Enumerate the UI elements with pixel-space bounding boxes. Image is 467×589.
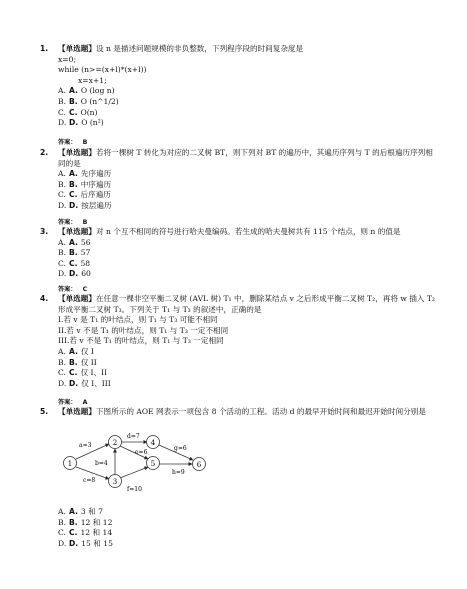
answer-value: C <box>82 286 88 293</box>
option-text: 按层遍历 <box>81 200 112 210</box>
option-letter: C. <box>69 528 78 538</box>
code-line: x=0; <box>58 54 77 64</box>
option-letter: B. <box>69 179 78 189</box>
option-text: 58 <box>80 258 91 268</box>
question-number: 1. <box>40 44 49 53</box>
option-letter: D. <box>69 200 79 210</box>
option-letter: D. <box>69 538 79 548</box>
option[interactable] <box>40 118 440 129</box>
option-letter: B. <box>69 357 78 367</box>
option-mark: D. <box>58 269 67 279</box>
option-letter: B. <box>69 248 78 258</box>
question-number: 5. <box>40 407 49 416</box>
question-text: 对 n 个互不相同的符号进行哈夫曼编码。若生成的哈夫曼树共有 115 个结点，则 n 的值是 <box>95 227 401 236</box>
option-mark: B. <box>58 517 66 527</box>
option-text: 仅 I <box>80 346 94 356</box>
option[interactable] <box>40 238 440 249</box>
option[interactable] <box>40 269 440 280</box>
option-letter: C. <box>69 368 78 378</box>
question-1 <box>40 44 440 129</box>
answer-label: 答案： <box>58 286 77 293</box>
option-text: 3 和 7 <box>80 507 103 516</box>
option[interactable] <box>40 518 440 529</box>
option-text: 12 和 14 <box>80 528 113 538</box>
option[interactable] <box>40 201 440 212</box>
option-mark: A. <box>58 169 66 179</box>
option[interactable] <box>40 358 440 369</box>
option-text: 先序遍历 <box>80 169 112 179</box>
edge-label: e=6 <box>135 449 148 456</box>
option[interactable] <box>40 97 440 108</box>
answer-value: B <box>82 139 88 146</box>
option-mark: D. <box>58 378 67 388</box>
option-text: 仅 I、II <box>80 368 108 378</box>
option-letter: C. <box>69 107 78 117</box>
option-mark: B. <box>58 357 66 367</box>
statement: II.若 v 不是 T₁ 的叶结点，则 T₁ 与 T₃ 一定不相同 <box>58 325 229 335</box>
statement: I.若 v 是 T₁ 的叶结点，则 T₁ 与 T₃ 可能不相同 <box>58 315 218 325</box>
option-letter: D. <box>69 118 79 128</box>
answer-label: 答案： <box>58 399 77 406</box>
option[interactable] <box>40 248 440 259</box>
option-mark: D. <box>58 118 67 128</box>
question-text: 若将一棵树 T 转化为对应的二叉树 BT，则下列对 BT 的遍历中，其遍历序列与 T 的后根遍历序列相同的是 <box>58 148 433 168</box>
option-text: 15 和 15 <box>81 538 113 548</box>
option-letter: A. <box>69 169 78 179</box>
answer-2 <box>58 217 93 226</box>
edge-label: c=8 <box>83 477 96 484</box>
option[interactable] <box>40 190 440 201</box>
option-mark: C. <box>58 190 66 200</box>
edge-f <box>120 467 148 478</box>
option-mark: D. <box>58 538 67 548</box>
option-text: 仅 II <box>80 357 97 367</box>
option-text: 57 <box>80 248 91 258</box>
option-letter: A. <box>69 346 78 356</box>
option-mark: B. <box>58 96 66 106</box>
question-number: 4. <box>40 294 49 303</box>
option[interactable] <box>40 379 440 390</box>
node-label: 6 <box>196 461 202 469</box>
code-line: while (n>=(x+l)*(x+l)) <box>58 65 147 75</box>
answer-label: 答案： <box>58 219 77 226</box>
option[interactable] <box>40 259 440 270</box>
edge-label: g=6 <box>174 445 187 452</box>
question-4 <box>40 294 440 389</box>
code-line: x=x+1; <box>78 75 107 85</box>
option[interactable] <box>40 169 440 180</box>
option[interactable] <box>40 108 440 119</box>
node-label: 5 <box>150 460 156 468</box>
question-number: 3. <box>40 227 49 236</box>
question-2 <box>40 148 440 212</box>
edge-label: a=3 <box>79 442 92 449</box>
option-mark: C. <box>58 107 66 117</box>
option-letter: C. <box>69 258 78 268</box>
edge-label: h=9 <box>172 469 185 476</box>
node-label: 3 <box>112 478 118 486</box>
option[interactable] <box>40 368 440 379</box>
answer-3 <box>58 284 93 293</box>
option-letter: D. <box>69 269 79 279</box>
option-mark: C. <box>58 258 66 268</box>
answer-label: 答案： <box>58 139 77 146</box>
option[interactable] <box>40 86 440 97</box>
answer-4 <box>58 397 93 406</box>
option-letter: B. <box>69 96 78 106</box>
edge-label: f=10 <box>127 486 142 493</box>
option-text: O (n²) <box>81 118 104 128</box>
edge-label: d=7 <box>127 433 140 440</box>
option-mark: C. <box>58 528 66 538</box>
option-text: 12 和 12 <box>80 517 113 527</box>
option-mark: B. <box>58 179 66 189</box>
option-text: O(n) <box>80 107 98 117</box>
aoe-network-diagram <box>55 430 225 502</box>
statement: III.若 v 不是 T₁ 的叶结点，则 T₁ 与 T₃ 一定相同 <box>58 336 224 346</box>
option-text: 仅 I、III <box>81 378 111 388</box>
edge-label: b=4 <box>95 460 108 467</box>
option-letter: C. <box>69 190 78 200</box>
answer-value: B <box>82 219 88 226</box>
option[interactable] <box>40 507 440 518</box>
question-text: 在任意一棵非空平衡二叉树 (AVL 树) T₁ 中，删除某结点 v 之后形成平衡二叉树 T₂，再将 w 插入 T₂ 形成平衡二叉树 T₃。下列关于 T₁ 与 T₃ 的叙述中，正确的是 <box>58 294 435 314</box>
option-mark: B. <box>58 248 66 258</box>
option-letter: A. <box>69 507 78 516</box>
question-number: 2. <box>40 148 49 157</box>
option-text: 中序遍历 <box>80 179 112 189</box>
option-mark: A. <box>58 86 66 96</box>
option[interactable] <box>40 347 440 358</box>
question-text: 设 n 是描述问题规模的非负整数，下列程序段的时间复杂度是 <box>95 44 304 53</box>
option-letter: D. <box>69 378 79 388</box>
question-5-options <box>40 507 440 549</box>
option-text: 56 <box>80 237 91 247</box>
option[interactable] <box>40 528 440 539</box>
option-mark: C. <box>58 368 66 378</box>
question-type: 【单选题】 <box>58 227 96 236</box>
option-mark: A. <box>58 507 66 516</box>
option-mark: D. <box>58 200 67 210</box>
question-type: 【单选题】 <box>58 294 96 303</box>
option-text: 60 <box>81 269 91 279</box>
question-type: 【单选题】 <box>58 407 96 416</box>
question-5 <box>40 407 440 418</box>
option[interactable] <box>40 180 440 191</box>
option-letter: B. <box>69 517 78 527</box>
option[interactable] <box>40 539 440 550</box>
question-text: 下图所示的 AOE 网表示一项包含 8 个活动的工程。活动 d 的最早开始时间和最迟开始时间分别是 <box>95 407 426 416</box>
question-type: 【单选题】 <box>58 148 96 157</box>
option-letter: A. <box>69 86 78 96</box>
option-mark: A. <box>58 237 66 247</box>
node-label: 4 <box>150 439 156 447</box>
node-label: 2 <box>112 439 118 447</box>
node-label: 1 <box>67 460 73 468</box>
question-3 <box>40 227 440 280</box>
answer-1 <box>58 137 93 146</box>
option-letter: A. <box>69 237 78 247</box>
option-text: 后序遍历 <box>80 190 111 200</box>
answer-value: A <box>82 399 88 406</box>
option-text: O (n^1/2) <box>80 96 119 106</box>
option-text: O (log n) <box>80 86 115 96</box>
question-type: 【单选题】 <box>58 44 96 53</box>
option-mark: A. <box>58 346 66 356</box>
